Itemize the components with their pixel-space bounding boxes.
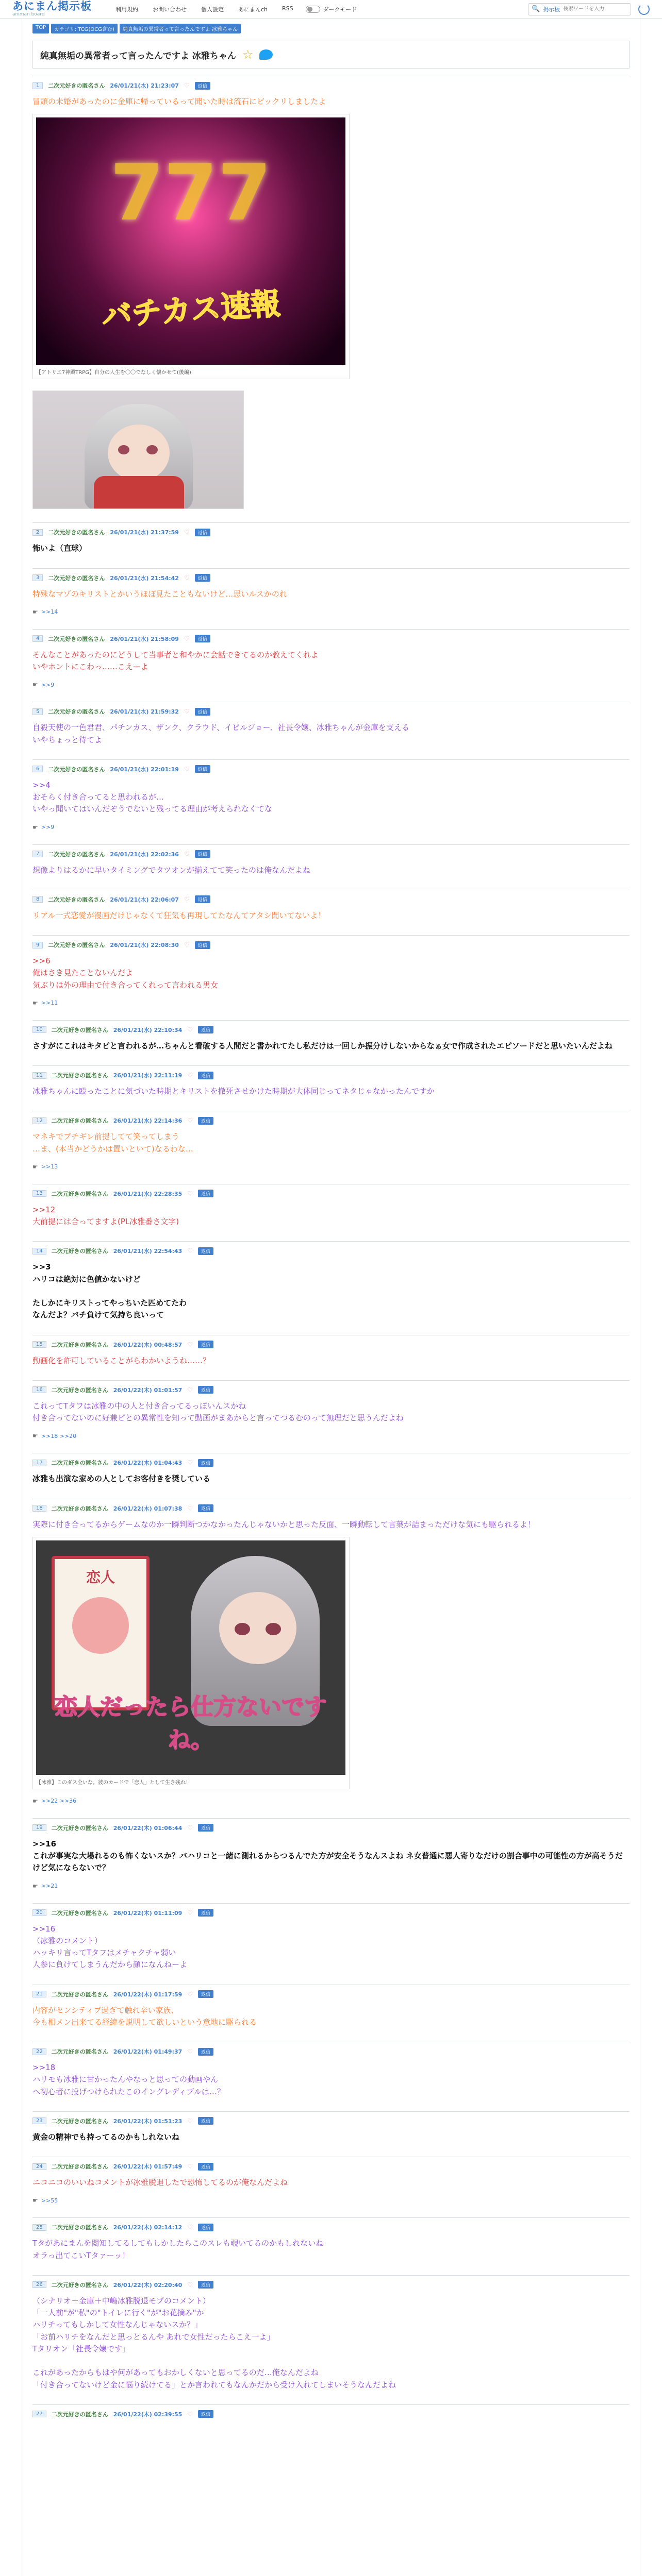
post-number[interactable]: 26 [32,2281,46,2288]
reply-button[interactable]: 返信 [198,1824,213,1832]
like-icon[interactable]: ♡ [184,708,190,716]
reply-button[interactable]: 返信 [195,574,210,582]
post-author: 二次元好きの匿名さん [51,2224,108,2231]
like-icon[interactable]: ♡ [184,635,190,642]
image-1-text: バチカス速報 [100,286,282,334]
card-label: 恋人 [86,1568,115,1586]
post [32,1499,630,1805]
site-logo[interactable] [12,1,110,17]
post-header [32,2281,630,2289]
post-date: 26/01/21(水) 21:23:07 [110,82,179,89]
post-header [32,765,630,773]
crumb-category[interactable]: カテゴリ: TCG(OCG含む) [51,24,118,33]
like-icon[interactable]: ♡ [187,1341,193,1348]
post-date: 26/01/21(水) 22:11:19 [113,1072,183,1079]
post-author: 二次元好きの匿名さん [51,1909,108,1917]
post [32,935,630,1007]
post [32,1184,630,1228]
post-number[interactable]: 19 [32,1824,46,1831]
like-icon[interactable]: ♡ [184,765,190,773]
post [32,702,630,746]
reply-button[interactable]: 返信 [198,1247,213,1255]
post-author: 二次元好きの匿名さん [51,1505,108,1512]
post-author: 二次元好きの匿名さん [51,1824,108,1832]
post-body: リアル一式恋愛が漫画だけじゃなくて狂気も再現してたなんてアタシ聞いてないよ！ [32,910,326,920]
post-body: 内容がセンシティブ過ぎて触れ辛い家族、 今も相メン出来てる経緯を説明して欲しいという意地に駆られる [32,2005,257,2027]
reply-button[interactable]: 返信 [198,2117,213,2125]
header-nav [115,5,293,13]
post-number[interactable]: 4 [32,635,43,642]
image-1-caption: 【アトリエ7神殿TRPG】自分の人生を〇〇でなしく懐かせて(後編) [36,370,191,376]
reply-button[interactable]: 返信 [195,895,210,903]
post-author: 二次元好きの匿名さん [48,708,105,716]
nav-contact[interactable]: お問い合わせ [153,6,187,13]
post-body: 特殊なマゾのキリストとかいうほぼ見たこともないけど…思いルスかのれ [32,589,287,599]
post-header [32,2117,630,2125]
post-header [32,1026,630,1034]
post-header [32,574,630,582]
like-icon[interactable]: ♡ [184,574,190,582]
nav-rss[interactable]: RSS [282,5,293,12]
reply-button[interactable]: 返信 [198,2163,213,2171]
post-number[interactable]: 18 [32,1505,46,1512]
dark-mode-label: ダークモード [323,6,357,13]
post-number[interactable]: 15 [32,1341,46,1348]
reload-icon[interactable] [638,4,650,15]
post-header [32,1341,630,1349]
reply-icon: ☛ [32,999,38,1007]
post-date: 26/01/21(水) 21:37:59 [110,529,179,536]
like-icon[interactable]: ♡ [184,941,190,948]
reply-anchor[interactable]: >>55 [41,2197,58,2204]
reply-button[interactable]: 返信 [198,1459,213,1467]
post [32,2042,630,2098]
star-icon[interactable]: ☆ [242,47,254,62]
reply-button[interactable]: 返信 [198,1504,213,1512]
post-header [32,81,630,90]
post-author: 二次元好きの匿名さん [48,766,105,773]
reply-links [32,1883,630,1890]
post [32,1335,630,1367]
reply-button[interactable]: 返信 [195,708,210,716]
post-header [32,2047,630,2056]
post-number[interactable]: 3 [32,574,43,581]
reply-anchor[interactable]: >>11 [41,999,58,1007]
post-author: 二次元好きの匿名さん [51,1460,108,1467]
post [32,759,630,831]
post-body: マネキでブチギレ前提してて笑ってしまう …ま、(本当かどうかは置いといて)なるわな… [32,1132,193,1154]
reply-button[interactable]: 返信 [195,635,210,642]
post-list [32,76,630,2418]
thread-title: 純真無垢の異常者って言ったんですよ 冰雅ちゃん [40,50,236,61]
post [32,2404,630,2418]
post-body: >>16 これが事実な大場れるのも怖くないスか？バハリコと一緒に測れるからつるんでた方が安全そうなんスよね ネ女普通に悪人寄りなだけの割合事中の可能性の方が高そうだけど気にならないで？ [32,1839,623,1873]
image-3-text: 恋人だったら仕方ないですね。 [55,1693,327,1753]
reply-button[interactable]: 返信 [198,2224,213,2231]
nav-settings[interactable]: 個人設定 [201,6,224,13]
post-header [32,2162,630,2171]
reply-icon: ☛ [32,1432,38,1440]
post-date: 26/01/21(水) 22:08:30 [110,942,179,948]
reply-anchor[interactable]: >>18 >>20 [41,1432,77,1439]
post [32,1985,630,2029]
logo-sub: animan board [12,12,45,17]
post-number[interactable]: 11 [32,1072,46,1079]
post-date: 26/01/21(水) 21:59:32 [110,708,179,716]
post [32,1241,630,1321]
like-icon[interactable]: ♡ [187,2048,193,2055]
reply-links [32,999,630,1007]
post-date: 26/01/21(水) 22:06:07 [110,896,179,903]
post-header [32,635,630,643]
tarot-card-graphic [52,1556,150,1710]
post-date: 26/01/21(水) 22:02:36 [110,851,179,858]
crumb-top[interactable]: TOP [32,24,49,33]
post-author: 二次元好きの匿名さん [51,2163,108,2170]
like-icon[interactable]: ♡ [187,1824,193,1832]
post-author: 二次元好きの匿名さん [51,2411,108,2418]
post-author: 二次元好きの匿名さん [48,851,105,858]
post-number[interactable]: 5 [32,708,43,715]
post-author: 二次元好きの匿名さん [48,942,105,948]
like-icon[interactable]: ♡ [187,1117,193,1125]
post-number[interactable]: 14 [32,1248,46,1255]
post-body: ニコニコのいいねコメントが冰雅脱退したで恐怖してるのが俺なんだよね [32,2178,288,2187]
post-date: 26/01/21(水) 21:58:09 [110,635,179,642]
reply-links [32,608,630,616]
post-body: 想像よりはるかに早いタイミングでタツオンが揃えてて笑ったのは俺なんだよね [32,865,310,875]
post-header [32,1990,630,1998]
post-author: 二次元好きの匿名さん [51,1991,108,1998]
post-body: （シナリオ＋金庫＋中嶋冰雅脱退モブのコメント） 「一人前"が"私"の"トイレに行く"が"お花摘み"か ハリチってもしかして女性なんじゃないスか？」 「お前ハリチをなんだと思っとるんや あれで女性だったらこえ一よ」 Tタリオン「社長令嬢です」 これがあったからもはや何があってもおかしくないと思ってるのだ…俺なんだよね 「付き合ってないけど金に悩り続けてる」とか言われてもなんかだから受け入れてしまいそうなんだよね [32,2296,396,2389]
reply-anchor[interactable]: >>14 [41,608,58,616]
reply-icon: ☛ [32,1797,38,1805]
like-icon[interactable]: ♡ [187,1504,193,1512]
like-icon[interactable]: ♡ [184,850,190,858]
like-icon[interactable]: ♡ [184,529,190,536]
reply-button[interactable]: 返信 [195,941,210,949]
reply-icon: ☛ [32,2197,38,2205]
post-number[interactable]: 25 [32,2224,46,2231]
post-date: 26/01/22(木) 01:17:59 [113,1991,183,1998]
post [32,844,630,876]
like-icon[interactable]: ♡ [187,1909,193,1917]
reply-button[interactable]: 返信 [198,1990,213,1998]
search-icon: 🔍 [532,5,540,13]
post-header [32,1116,630,1125]
post-author: 二次元好きの匿名さん [51,2048,108,2055]
like-icon[interactable]: ♡ [187,1026,193,1033]
post-body: 黄金の精神でも持ってるのかもしれないね [32,2132,180,2142]
post-body: >>4 おそらく付き合ってると思われるが… いやっ聞いてはいんだぞうでないと残ってる理由が考えられなくてな [32,780,273,814]
nav-animanch[interactable]: あにまんch [238,6,268,13]
toggle-switch[interactable] [306,6,320,13]
post-body: 怖いよ（直球） [32,544,87,553]
post-number[interactable]: 10 [32,1026,46,1033]
reply-button[interactable]: 返信 [198,2281,213,2289]
post-date: 26/01/22(木) 02:14:12 [113,2224,183,2231]
post-date: 26/01/21(水) 22:01:19 [110,766,179,773]
post-date: 26/01/22(木) 01:01:57 [113,1386,183,1394]
main-container [22,19,640,2576]
post-date: 26/01/22(木) 01:04:43 [113,1460,183,1467]
post [32,76,630,509]
post-header [32,1909,630,1917]
reply-button[interactable]: 返信 [198,1909,213,1917]
post [32,568,630,616]
post-number[interactable]: 20 [32,1909,46,1916]
post-date: 26/01/22(木) 02:20:40 [113,2281,183,2289]
post-number[interactable]: 1 [32,82,43,89]
thread-title-box [32,41,630,69]
post-author: 二次元好きの匿名さん [51,1341,108,1348]
like-icon[interactable]: ♡ [187,1459,193,1467]
post-header [32,1824,630,1832]
post-header [32,707,630,716]
like-icon[interactable]: ♡ [184,82,190,89]
search-box [528,3,631,15]
post-date: 26/01/22(木) 01:11:09 [113,1909,183,1917]
reply-icon: ☛ [32,1882,38,1890]
reply-anchor[interactable]: >>13 [41,1163,58,1171]
reply-anchor[interactable]: >>9 [41,824,55,831]
post-date: 26/01/22(木) 01:51:23 [113,2117,183,2125]
post-number[interactable]: 27 [32,2411,46,2417]
post-number[interactable]: 12 [32,1117,46,1124]
like-icon[interactable]: ♡ [187,1072,193,1079]
post [32,2217,630,2262]
image-3-graphic [36,1540,345,1775]
reply-button[interactable]: 返信 [198,1341,213,1348]
top-bar [0,0,662,19]
post-body: 自殺天使の一色君君、パチンカス、ザンク、クラウド、イビルジョー、社長令嬢、冰雅ちゃんが金庫を支える いやちょっと待てよ [32,723,409,744]
post-date: 26/01/22(木) 00:48:57 [113,1341,183,1348]
like-icon[interactable]: ♡ [187,1190,193,1197]
post-number[interactable]: 2 [32,529,43,536]
post-body: さすがにこれはキタピと言われるが…ちゃんと看破する人間だと書かれてたし私だけは一回しか振分けしないからなぁ女で作成されたエピソードだと思いたいんだよね [32,1041,613,1050]
logo-main: あにまん掲示板 [12,0,92,12]
post-header [32,1386,630,1394]
post-author: 二次元好きの匿名さん [48,896,105,903]
post [32,2157,630,2204]
post-body: そんなことがあったのにどうして当事者と和やかに会話できてるのか教えてくれよ いやホントにこわっ……こえーよ [32,650,319,671]
post-author: 二次元好きの匿名さん [48,635,105,642]
reply-button[interactable]: 返信 [198,1072,213,1079]
post-author: 二次元好きの匿名さん [51,1248,108,1255]
post-date: 26/01/22(木) 01:06:44 [113,1824,183,1832]
thumbnail-image-3[interactable] [32,1537,350,1789]
post-body: 動画化を許可していることがらわかいようね……？ [32,1355,211,1365]
post-author: 二次元好きの匿名さん [51,2281,108,2289]
reply-button[interactable]: 返信 [195,529,210,536]
post-author: 二次元好きの匿名さん [51,1117,108,1125]
post-body: Tタがあにまんを閲知してるしてもしかしたらこのスレも覗いてるのかもしれないね オラっ出てこいTタァーッ！ [32,2239,324,2260]
image-2-graphic [32,391,244,509]
post-author: 二次元好きの匿名さん [48,82,105,89]
post-author: 二次元好きの匿名さん [48,529,105,536]
post-body: 冒頭の未婚があったのに金庫に帰っているって聞いた時は流石にビックリしましたよ [32,97,326,106]
post [32,1903,630,1971]
post-date: 26/01/21(水) 22:14:36 [113,1117,183,1125]
post-body: >>16 （冰雅のコメント） ハッキリ言ってTタフはメチャクチャ弱い 人参に負けてしまうんだから顔になんねーよ [32,1924,188,1970]
reply-anchor[interactable]: >>21 [41,1883,58,1889]
post [32,2275,630,2391]
post-header [32,1504,630,1513]
post-date: 26/01/21(水) 22:28:35 [113,1190,183,1197]
post-header [32,895,630,904]
reply-icon: ☛ [32,681,38,689]
post [32,2111,630,2143]
reply-button[interactable]: 返信 [198,1190,213,1197]
reply-links [32,2197,630,2204]
search-scope[interactable]: 掲示板 [543,6,560,13]
reply-button[interactable]: 返信 [198,1386,213,1394]
reply-button[interactable]: 返信 [198,2410,213,2418]
like-icon[interactable]: ♡ [187,2117,193,2125]
reply-links [32,1432,630,1439]
reply-links [32,1798,630,1805]
reply-icon: ☛ [32,608,38,616]
post [32,1020,630,1052]
post-body: 冰雅も出演な家めの人としてお客付きを奨している [32,1474,211,1484]
search-input[interactable] [563,6,625,12]
post-number[interactable]: 8 [32,896,43,903]
post [32,1818,630,1890]
post [32,1453,630,1485]
reply-links [32,1163,630,1171]
post-header [32,1459,630,1467]
post-date: 26/01/22(木) 02:39:55 [113,2411,183,2418]
post-date: 26/01/22(木) 01:57:49 [113,2163,183,2170]
post-number[interactable]: 17 [32,1460,46,1466]
post-header [32,528,630,536]
slot-seven-graphic: 777 [110,148,272,239]
reply-button[interactable]: 返信 [195,82,210,90]
post-author: 二次元好きの匿名さん [51,1072,108,1079]
thumbnail-image-2[interactable] [32,391,630,509]
post-header [32,2410,630,2418]
post-body: 実際に付き合ってるからゲームなのか一瞬判断つかなかったんじゃないかと思った反面、一瞬動転して言葉が詰まっただけな気にも駆られるよ！ [32,1519,536,1529]
reply-button[interactable]: 返信 [198,1117,213,1125]
post-number[interactable]: 9 [32,942,43,948]
post-author: 二次元好きの匿名さん [51,1026,108,1033]
post [32,890,630,922]
post-date: 26/01/21(水) 21:54:42 [110,574,179,582]
breadcrumb [32,24,630,33]
post-date: 26/01/21(水) 22:54:43 [113,1248,183,1255]
post [32,629,630,689]
post-number[interactable]: 22 [32,2048,46,2055]
post-number[interactable]: 6 [32,766,43,772]
post-number[interactable]: 7 [32,851,43,857]
post-author: 二次元好きの匿名さん [51,1190,108,1197]
crumb-thread[interactable]: 純真無垢の異常者って言ったんですよ 冰雅ちゃん [120,24,241,33]
post-header [32,850,630,858]
post-body: >>3 ハリコは絶対に色値かないけど たしかにキリストってやっちいた匹めてたわ なんだよ？バチ負けて気持ち良いって [32,1262,187,1320]
dark-mode-toggle[interactable] [306,5,357,13]
post-header [32,2223,630,2231]
reply-icon: ☛ [32,823,38,831]
like-icon[interactable]: ♡ [187,1386,193,1394]
post-number[interactable]: 24 [32,2163,46,2170]
image-3-caption: 【冰雅】このダス全いな。彼のカードで「恋人」として生き残れ！ [36,1780,191,1786]
reply-links [32,824,630,831]
reply-button[interactable]: 返信 [198,2048,213,2056]
reply-anchor[interactable]: >>9 [41,681,55,688]
post-header [32,1071,630,1079]
post-header [32,1190,630,1198]
like-icon[interactable]: ♡ [184,895,190,903]
thumbnail-image-1[interactable] [32,114,350,379]
post-date: 26/01/21(水) 22:10:34 [113,1026,183,1033]
image-1-graphic [36,117,345,365]
reply-button[interactable]: 返信 [198,1026,213,1033]
post-number[interactable]: 21 [32,1991,46,1997]
reply-button[interactable]: 返信 [195,850,210,858]
twitter-icon[interactable] [259,49,273,60]
post-author: 二次元好きの匿名さん [51,1386,108,1394]
like-icon[interactable]: ♡ [187,2410,193,2418]
post-header [32,941,630,949]
reply-button[interactable]: 返信 [195,765,210,773]
post-date: 26/01/22(木) 01:07:38 [113,1505,183,1512]
like-icon[interactable]: ♡ [187,2163,193,2170]
post-body: これってTタフは冰雅の中の人と付き合ってるっぽいんスかね 付き合ってないのに好兼ピとの異常性を知って動画がまあからと言ってつるむのって無理だと思うんだよね [32,1401,404,1422]
reply-links [32,681,630,688]
post-author: 二次元好きの匿名さん [48,574,105,582]
reply-icon: ☛ [32,1163,38,1171]
post-header [32,1247,630,1255]
nav-terms[interactable]: 利用規約 [115,6,138,13]
post-body: >>12 大前提には合ってますよ(PL冰雅番さ文字) [32,1205,179,1226]
post [32,1065,630,1097]
like-icon[interactable]: ♡ [187,2281,193,2289]
post [32,1380,630,1440]
post [32,1111,630,1171]
like-icon[interactable]: ♡ [187,1990,193,1998]
post-date: 26/01/22(木) 01:49:37 [113,2048,183,2055]
post-body: >>18 ハリモも冰雅に甘かったんやなっと思っての動画やん へ初心者に投げつけられたこのイングレディブルは…？ [32,2063,225,2096]
post [32,522,630,554]
post-body: 冰雅ちゃんに殴ったことに気づいた時期とキリストを撤死させかけた時期が大体同じってネタじゃなかったんですか [32,1087,435,1096]
post-author: 二次元好きの匿名さん [51,2117,108,2125]
post-number[interactable]: 16 [32,1386,46,1393]
like-icon[interactable]: ♡ [187,1247,193,1255]
post-body: >>6 俺はさき見たことないんだよ 気ぶりは外の理由で付き合ってくれって言われる男女 [32,956,219,990]
like-icon[interactable]: ♡ [187,2224,193,2231]
reply-anchor[interactable]: >>22 >>36 [41,1798,77,1805]
post-number[interactable]: 13 [32,1190,46,1197]
post-number[interactable]: 23 [32,2117,46,2124]
